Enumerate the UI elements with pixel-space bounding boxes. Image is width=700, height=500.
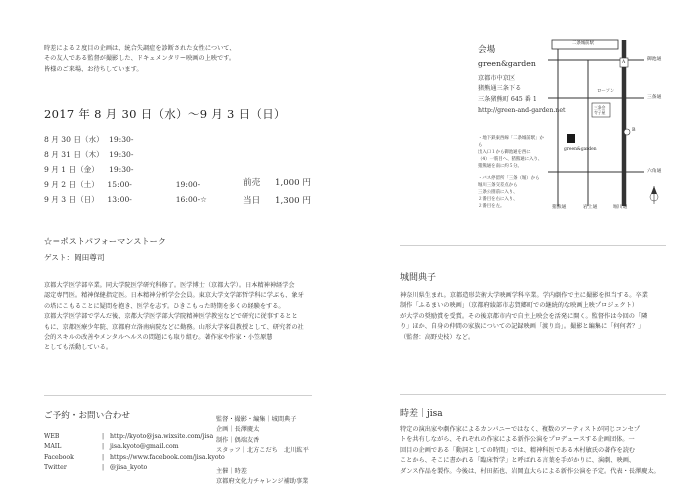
price-row	[243, 176, 311, 194]
schedule-time: 19:30-	[109, 135, 134, 144]
schedule-row	[44, 177, 244, 192]
contact-separator: |	[102, 453, 105, 461]
map-street-label: 三条通	[647, 95, 662, 100]
schedule-date: 8 月 31 日（木）	[44, 150, 104, 159]
credits: 監督・撮影・編集｜城間典子 企画｜長澤慶太 制作｜偶端友香 スタッフ｜北方こだち 北川紘平 主催｜時差 京都府文化力チャレンジ補助事業	[216, 416, 309, 486]
contact-row	[44, 463, 225, 473]
divider	[400, 245, 666, 246]
schedule-date: 9 月 1 日（金）	[44, 165, 99, 174]
talk-title: ☆＝ポストパフォーマンストーク	[44, 236, 166, 246]
map-street-label: 御池通	[647, 57, 662, 62]
map-mark-b: B	[632, 128, 636, 133]
contact-list	[44, 432, 225, 474]
schedule-date: 8 月 30 日（水）	[44, 135, 104, 144]
schedule-time: 15:00-	[107, 180, 132, 189]
venue-notes-bus: ・バス停留所「三条（堀）から 堀川三条交差点から 三条公園前に入り、 ２番目を右に入り、 ２番目を左。	[478, 176, 540, 210]
contact-separator: |	[102, 443, 105, 451]
venue-label: 会場	[478, 45, 496, 55]
map-landmark-venue: green&garden	[564, 147, 597, 152]
contact-key: Twitter	[44, 464, 67, 472]
schedule-date: 9 月 2 日（土）	[44, 180, 99, 189]
event-date-range: 2017 年 8 月 30 日（水）〜9 月 3 日（日）	[44, 107, 286, 121]
contact-row	[44, 453, 225, 463]
venue-building	[567, 134, 575, 143]
schedule-time: 16:00-☆	[175, 195, 207, 204]
price-value: 1,000 円	[275, 178, 311, 188]
schedule-list	[44, 132, 244, 207]
price-list	[243, 176, 311, 212]
map-mark-a: A	[622, 60, 626, 65]
contact-separator: |	[102, 464, 105, 472]
guest-bio: 京都大学医学部卒業。同大学院医学研究科修了。医学博士（京都大学）。日本精神神経学会 認定専門医。精神保健指定医。日本精神分析学会会員。東京大学文学部哲学科に学ぶも、象牙 の塔にこもることに疑問を抱き、医学を志す。ひきこもった時期を多くの経験をする。 京都大学医学部で学んだ後、京都大学医学部大学院精神医学教室などで研究に従事するとと もに、京都医療少年院、京都府立洛南病院などに勤務。山形大学客員教授として、研究者の社 会的スキルの改善やメンタルヘルスの問題にも取り組む。著作家や作家・小笠原慧 としても活動している。	[44, 282, 304, 352]
contact-web-link[interactable]: http://kyoto@jsa.wixsite.com/jisa	[110, 433, 214, 440]
contact-mail-link[interactable]: jisa.kyoto@gmail.com	[110, 443, 179, 451]
venue-url[interactable]: http://green-and-garden.net	[478, 107, 566, 114]
schedule-row	[44, 132, 244, 147]
venue-notes-subway: ・地下鉄東西線「二条城前駅」から 出入口１から御池通を西に （4）一筋目へ、猪熊通に入り、 猪熊通を南に約５分。	[478, 136, 544, 170]
map-street-label: 堀川通	[613, 205, 628, 210]
guest-name: ゲスト：岡田尊司	[44, 253, 105, 262]
venue-name: green&garden	[478, 59, 536, 68]
jisa-bio: 特定の演出家や劇作家によるカンパニーではなく、複数のアーティストが同じコンセプ トを共有しながら、それぞれの作家による新作公演をプロデュースする企画団体。一 回目の企画である「動詞としての時間」では、精神科医である木村敏氏の著作を読む ことから、そこに書かれる「臨床哲学」と呼ばれる言葉を手がかりに、演劇、映画、 ダンス作品を製作。今後は、村田拓也、岩岡直大らによる新作公演を予定。代表・長澤慶太。	[400, 426, 660, 475]
schedule-time: 13:00-	[107, 195, 132, 204]
contact-key: WEB	[44, 433, 60, 440]
schedule-row	[44, 147, 244, 162]
contact-separator: |	[102, 433, 105, 440]
map-street-label: 岩上通	[583, 205, 598, 210]
jisa-name: 時差｜jisa	[400, 409, 443, 419]
schedule-date: 9 月 3 日（日）	[44, 195, 99, 204]
schedule-time: 19:30-	[109, 165, 134, 174]
map-station-label: 二条城前駅	[572, 41, 594, 46]
schedule-row	[44, 192, 244, 207]
bus-stop-icon	[624, 129, 630, 135]
contact-facebook-link[interactable]: https://www.facebook.com/jisa.kyoto	[110, 453, 225, 461]
map-street-label: 猪熊通	[552, 205, 567, 210]
contact-row	[44, 432, 225, 442]
price-row	[243, 194, 311, 212]
map-landmark-terakoya: 三条会 寺子屋	[594, 105, 606, 115]
schedule-time: 19:00-	[175, 180, 201, 189]
director-name: 城間典子	[400, 273, 437, 283]
venue-address: 京都市中京区 猪熊通三条下る 三条猪熊町 645 番 1	[478, 75, 537, 103]
schedule-time: 19:30-	[109, 150, 134, 159]
contact-key: Facebook	[44, 453, 74, 461]
director-bio: 神奈川県生まれ。京都造形芸術大学映画学科卒業。学内劇作で主に撮影を担当する。卒業 制作「ふるまいの映画」（京都府綾部市志賀郷町での継続的な映画上映プロジェクト） が大学の奨励賞を受賞。その後京都市内で自主上映会を活発に開く。監督作は今回の「隣 り」ほか、自身の仲間の家族についての記録映画「渡り鳥」。撮影と編集に「何何者？」 （監督：高野史枝）など。	[400, 292, 648, 341]
intro-text: 時差による２度目の企画は、統合失調症を診断された女性について、 その友人である監督が撮影した、ドキュメンタリー映画の上映です。 皆様のご来場、お待ちしています。	[44, 45, 236, 73]
price-value: 1,300 円	[275, 196, 311, 206]
divider	[400, 394, 666, 395]
map-street-label: 六角通	[647, 169, 662, 174]
access-map	[544, 36, 664, 212]
price-label: 当日	[243, 196, 261, 206]
contact-title: ご予約・お問い合わせ	[44, 411, 130, 421]
contact-row	[44, 442, 225, 452]
contact-key: MAIL	[44, 443, 62, 451]
map-landmark-lawson: ローソン	[597, 89, 615, 94]
divider	[44, 395, 312, 396]
price-label: 前売	[243, 178, 261, 188]
schedule-row	[44, 162, 244, 177]
contact-twitter-link[interactable]: @jisa_kyoto	[110, 464, 148, 472]
